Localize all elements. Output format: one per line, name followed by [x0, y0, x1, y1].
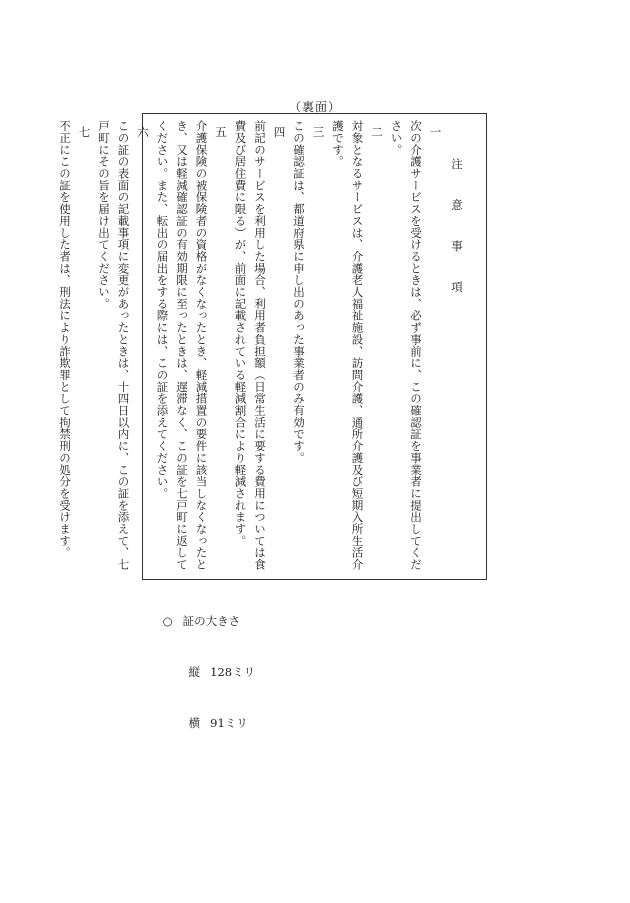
item-text: 次の介護サービスを受けるときは、必ず事前に、この確認証を事業者に提出してください。 — [389, 120, 423, 571]
item-text: この確認証は、都道府県に申し出のあった事業者のみ有効です。 — [292, 120, 306, 464]
notice-item-2 — [328, 120, 387, 571]
item-number: 三 — [311, 126, 326, 138]
notice-item-1 — [386, 120, 445, 571]
width-value: 91ミリ — [210, 716, 248, 730]
notice-item-3 — [289, 120, 328, 571]
height-label: 縦 — [188, 665, 201, 679]
item-text: この証の表面の記載事項に変更があったときは、十四日以内に、この証を添えて、七戸町にその旨を届け出てください。 — [97, 120, 131, 571]
notice-item-6 — [94, 120, 153, 571]
item-text: 対象となるサービスは、介護老人福祉施設、訪問介護、通所介護及び短期入所生活介護です。 — [331, 120, 365, 571]
size-label: 証の大きさ — [182, 614, 241, 628]
notice-heading: 注 意 事 項 — [450, 158, 464, 302]
notice-item-4 — [230, 120, 289, 571]
item-number: 四 — [272, 126, 287, 138]
item-text: 前記のサービスを利用した場合、利用者負担額（日常生活に要する費用については食費及び居住費に限る）が、前面に記載されている軽減割合により軽減されます。 — [233, 120, 267, 571]
width-label: 横 — [188, 716, 201, 730]
notice-item-7 — [55, 120, 94, 571]
bullet-icon: ○ — [162, 614, 173, 628]
item-text: 不正にこの証を使用した者は、刑法により詐欺罪として拘禁刑の処分を受けます。 — [58, 120, 72, 559]
page-title: （裏面） — [288, 100, 341, 114]
item-number: 二 — [370, 126, 384, 138]
item-number: 五 — [214, 126, 228, 138]
item-text: 介護保険の被保険者の資格がなくなったとき、軽減措置の要件に該当しなくなったとき、又は軽減確認証の有効期限に至ったときは、遅滞なく、この証を七戸町に返してください。また、転出の届出をする際には、この証を添えてください。 — [155, 120, 209, 571]
item-number: 一 — [428, 126, 443, 138]
item-number: 六 — [136, 126, 150, 138]
notice-text — [58, 120, 486, 571]
notice-item-5 — [152, 120, 230, 571]
size-note — [148, 596, 255, 749]
item-number: 七 — [77, 126, 92, 138]
height-value: 128ミリ — [210, 665, 256, 679]
notice-box — [58, 113, 487, 580]
